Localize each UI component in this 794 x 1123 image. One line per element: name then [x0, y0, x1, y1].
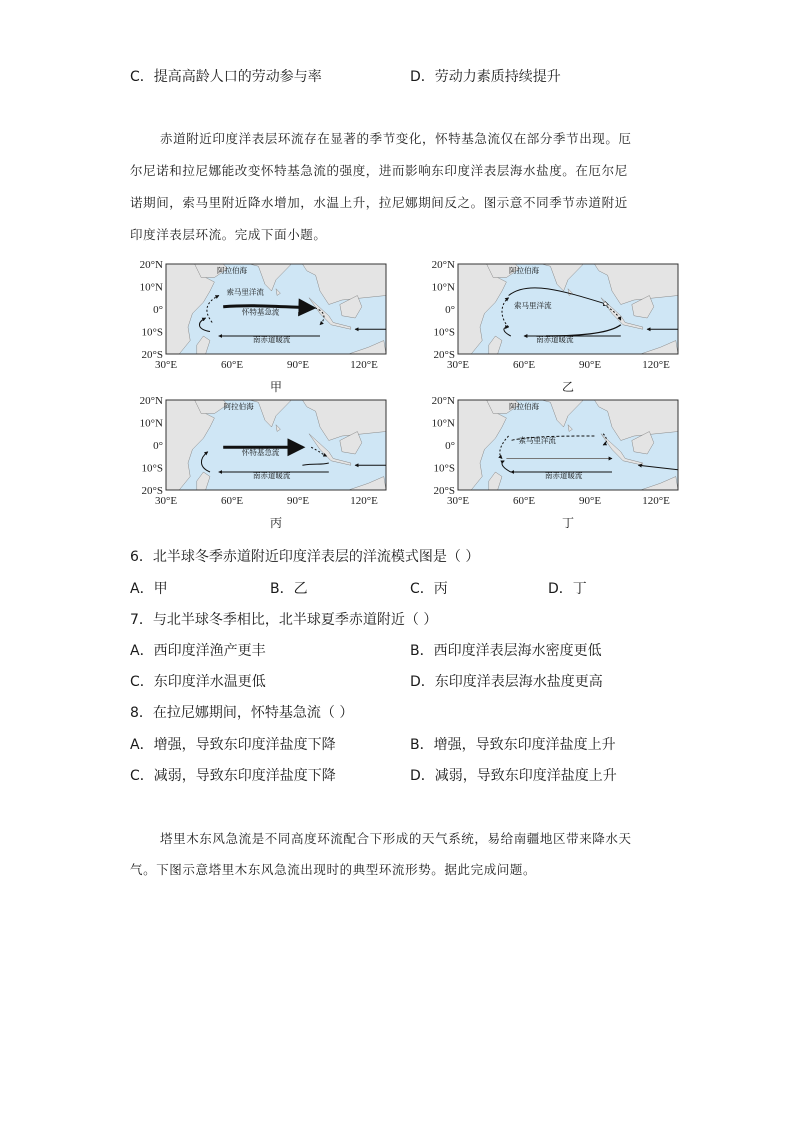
lat-tick-label: 0° — [445, 440, 455, 452]
passage-line: 印度洋表层环流。完成下面小题。 — [130, 227, 327, 242]
passage-line: 气。下图示意塔里木东风急流出现时的典型环流形势。据此完成问题。 — [130, 862, 537, 877]
lon-tick-label: 120°E — [642, 495, 670, 507]
lon-tick-label: 60°E — [220, 359, 244, 371]
passage-line: 塔里木东风急流是不同高度环流配合下形成的天气系统，易给南疆地区带来降水天 — [160, 831, 632, 846]
passage-line: 诺期间，索马里附近降水增加，水温上升，拉尼娜期间反之。图示意不同季节赤道附近 — [130, 195, 628, 210]
lat-tick-label: 0° — [153, 304, 163, 316]
map-caption: 乙 — [562, 380, 575, 394]
lon-tick-label: 30°E — [154, 495, 178, 507]
south-eq-current-label: 南赤道暖流 — [252, 334, 291, 344]
lat-tick-label: 20°N — [431, 395, 455, 407]
passage-line: 尔尼诺和拉尼娜能改变怀特基急流的强度，进而影响东印度洋表层海水盐度。在厄尔尼 — [130, 163, 628, 178]
lat-tick-label: 20°S — [433, 485, 455, 497]
lon-tick-label: 120°E — [350, 359, 378, 371]
lat-tick-label: 10°S — [141, 462, 163, 475]
lon-tick-label: 60°E — [512, 359, 536, 371]
question-7-option-c[interactable]: C．东印度洋水温更低 — [130, 674, 266, 690]
question-8-option-a[interactable]: A．增强，导致东印度洋盐度下降 — [130, 737, 336, 753]
current-map-2 — [422, 256, 692, 381]
question-8-stem: 8．在拉尼娜期间，怀特基急流（ ） — [130, 705, 354, 721]
south-eq-current-label: 南赤道暖流 — [536, 334, 574, 344]
lat-tick-label: 10°N — [431, 417, 455, 430]
question-6-stem: 6．北半球冬季赤道附近印度洋表层的洋流模式图是（ ） — [130, 549, 480, 565]
question-8-option-b[interactable]: B．增强，导致东印度洋盐度上升 — [410, 737, 616, 753]
question-7-option-d[interactable]: D．东印度洋表层海水盐度更高 — [410, 674, 603, 690]
lat-tick-label: 10°N — [139, 281, 163, 294]
lat-tick-label: 10°S — [433, 326, 455, 339]
lat-tick-label: 0° — [153, 440, 163, 452]
lon-tick-label: 30°E — [154, 359, 178, 371]
lon-tick-label: 60°E — [512, 495, 536, 507]
lon-tick-label: 90°E — [286, 359, 310, 371]
wyrtki-jet-label: 怀特基急流 — [241, 307, 280, 317]
question-6-option-b[interactable]: B．乙 — [270, 581, 308, 597]
wyrtki-jet-label: 怀特基急流 — [241, 448, 280, 458]
lon-tick-label: 120°E — [642, 359, 670, 371]
lon-tick-label: 60°E — [220, 495, 244, 507]
map-caption: 丁 — [562, 516, 575, 530]
lat-tick-label: 20°S — [141, 485, 163, 497]
somali-current-label: 索马里洋流 — [514, 300, 552, 310]
question-7-stem: 7．与北半球冬季相比，北半球夏季赤道附近（ ） — [130, 612, 438, 628]
lat-tick-label: 20°N — [139, 395, 163, 407]
somali-current-label: 索马里洋流 — [226, 287, 264, 297]
lon-tick-label: 90°E — [578, 359, 602, 371]
question-6-option-a[interactable]: A．甲 — [130, 581, 168, 597]
lat-tick-label: 20°N — [139, 259, 163, 271]
lat-tick-label: 10°N — [431, 281, 455, 294]
lon-tick-label: 90°E — [578, 495, 602, 507]
south-eq-current-label: 南赤道暖流 — [544, 470, 583, 480]
lon-tick-label: 120°E — [350, 495, 378, 507]
question-8-option-d[interactable]: D．减弱，导致东印度洋盐度上升 — [410, 768, 617, 784]
question-7-option-b[interactable]: B．西印度洋表层海水密度更低 — [410, 643, 602, 659]
question-6-option-c[interactable]: C．丙 — [410, 581, 448, 597]
arabian-sea-label: 阿拉伯海 — [223, 402, 254, 411]
lat-tick-label: 10°S — [433, 462, 455, 475]
prev-option-c: C．提高高龄人口的劳动参与率 — [130, 69, 322, 85]
arabian-sea-label: 阿拉伯海 — [509, 402, 539, 411]
lon-tick-label: 30°E — [446, 495, 470, 507]
lat-tick-label: 10°N — [139, 417, 163, 430]
lon-tick-label: 30°E — [446, 359, 470, 371]
map-caption: 甲 — [270, 380, 283, 394]
question-7-option-a[interactable]: A．西印度洋渔产更丰 — [130, 643, 266, 659]
lat-tick-label: 20°N — [431, 259, 455, 271]
lat-tick-label: 0° — [445, 304, 455, 316]
current-map-3 — [130, 392, 400, 517]
south-eq-current-label: 南赤道暖流 — [252, 470, 291, 480]
map-caption: 丙 — [270, 516, 283, 530]
lat-tick-label: 20°S — [433, 349, 455, 361]
passage-line: 赤道附近印度洋表层环流存在显著的季节变化，怀特基急流仅在部分季节出现。厄 — [160, 131, 632, 146]
current-map-4 — [422, 392, 692, 517]
question-8-option-c[interactable]: C．减弱，导致东印度洋盐度下降 — [130, 768, 336, 784]
arabian-sea-label: 阿拉伯海 — [217, 266, 247, 275]
current-map-1 — [130, 256, 400, 381]
lon-tick-label: 90°E — [286, 495, 310, 507]
arabian-sea-label: 阿拉伯海 — [509, 266, 539, 275]
lat-tick-label: 10°S — [141, 326, 163, 339]
question-6-option-d[interactable]: D．丁 — [548, 581, 587, 597]
lat-tick-label: 20°S — [141, 349, 163, 361]
prev-option-d: D．劳动力素质持续提升 — [410, 69, 561, 85]
somali-current-label: 索马里洋流 — [518, 435, 556, 445]
